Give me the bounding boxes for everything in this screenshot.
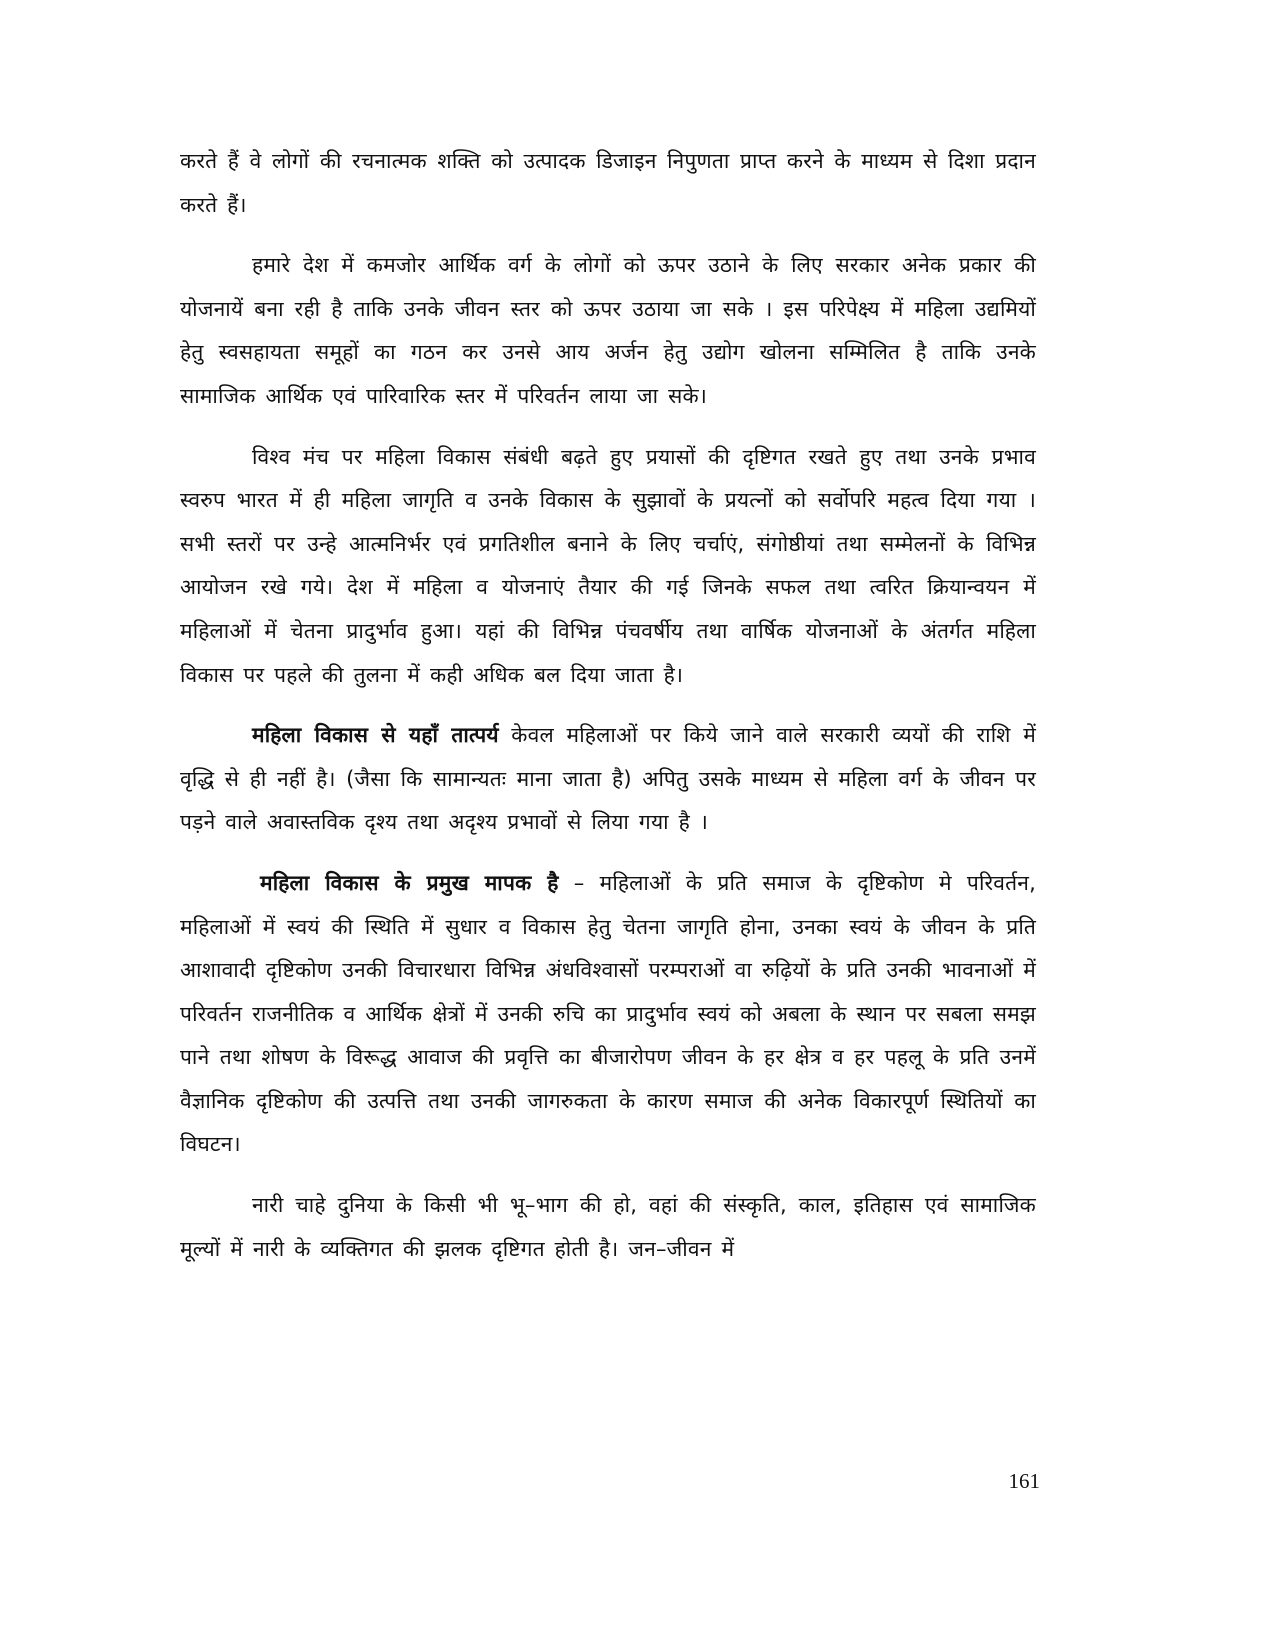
paragraph-lead: महिला विकास से यहाँ तात्पर्य [252, 723, 499, 748]
paragraph-text: – महिलाओं के प्रति समाज के दृष्टिकोण मे परिवर्तन, महिलाओं में स्वयं की स्थिति में सुधार व विकास हेतु चेतना जागृति होना, उनका स्वयं के जीवन के प्रति आशावादी दृष्टिकोण उनकी विचारधारा विभिन्न अंधविश्वासों परम्पराओं वा रुढ़ियों के प्रति उनकी भावनाओं में परिवर्तन राजनीतिक व आर्थिक क्षेत्रों में उनकी रुचि का प्रादुर्भाव स्वयं को अबला के स्थान पर सबला समझ पाने तथा शोषण के विरूद्ध आवाज की प्रवृत्ति का बीजारोपण जीवन के हर क्षेत्र व हर पहलू के प्रति उनमें वैज्ञानिक दृष्टिकोण की उत्पत्ति तथा उनकी जागरुकता के कारण समाज की अनेक विकारपूर्ण स्थितियों का विघटन। [180, 870, 1037, 1157]
paragraph-self-help-groups [180, 244, 1036, 418]
paragraph-world-forum [180, 436, 1036, 698]
paragraph-woman-culture [180, 1184, 1036, 1271]
paragraph-text: हमारे देश में कमजोर आर्थिक वर्ग के लोगों को ऊपर उठाने के लिए सरकार अनेक प्रकार की योजनायें बना रही है ताकि उनके जीवन स्तर को ऊपर उठाया जा सके । इस परिपेक्ष्य में महिला उद्यमियों हेतु स्वसहायता समूहों का गठन कर उनसे आय अर्जन हेतु उद्योग खोलना सम्मिलित है ताकि उनके सामाजिक आर्थिक एवं पारिवारिक स्तर में परिवर्तन लाया जा सके। [180, 253, 1036, 408]
paragraph-text: करते हैं वे लोगों की रचनात्मक शक्ति को उत्पादक डिजाइन निपुणता प्राप्त करने के माध्यम से दिशा प्रदान करते हैं। [180, 149, 1036, 217]
paragraph-women-development-meaning [180, 714, 1036, 845]
paragraph-lead: महिला विकास के प्रमुख मापक है [260, 870, 559, 895]
paragraph-development-measures [180, 862, 1036, 1167]
body-text [180, 140, 1036, 1288]
paragraph-text: नारी चाहे दुनिया के किसी भी भू–भाग की हो, वहां की संस्कृति, काल, इतिहास एवं सामाजिक मूल्यों में नारी के व्यक्तिगत की झलक दृष्टिगत होती है। जन–जीवन में [180, 1193, 1036, 1261]
paragraph-text: केवल महिलाओं पर किये जाने वाले सरकारी व्ययों की राशि में वृद्धि से ही नहीं है। (जैसा कि सामान्यतः माना जाता है) अपितु उसके माध्यम से महिला वर्ग के जीवन पर पड़ने वाले अवास्तविक दृश्य तथा अदृश्य प्रभावों से लिया गया है । [180, 723, 1037, 835]
page-number: 161 [1008, 1469, 1040, 1493]
paragraph-text: विश्व मंच पर महिला विकास संबंधी बढ़ते हुए प्रयासों की दृष्टिगत रखते हुए तथा उनके प्रभाव स्वरुप भारत में ही महिला जागृति व उनके विकास के सुझावों के प्रयत्नों को सर्वोपरि महत्व दिया गया । सभी स्तरों पर उन्हे आत्मनिर्भर एवं प्रगतिशील बनाने के लिए चर्चाएं, संगोष्ठीयां तथा सम्मेलनों के विभिन्न आयोजन रखे गये। देश में महिला व योजनाएं तैयार की गई जिनके सफल तथा त्वरित क्रियान्वयन में महिलाओं में चेतना प्रादुर्भाव हुआ। यहां की विभिन्न पंचवर्षीय तथा वार्षिक योजनाओं के अंतर्गत महिला विकास पर पहले की तुलना में कही अधिक बल दिया जाता है। [180, 444, 1036, 687]
paragraph-continuation [180, 140, 1036, 227]
